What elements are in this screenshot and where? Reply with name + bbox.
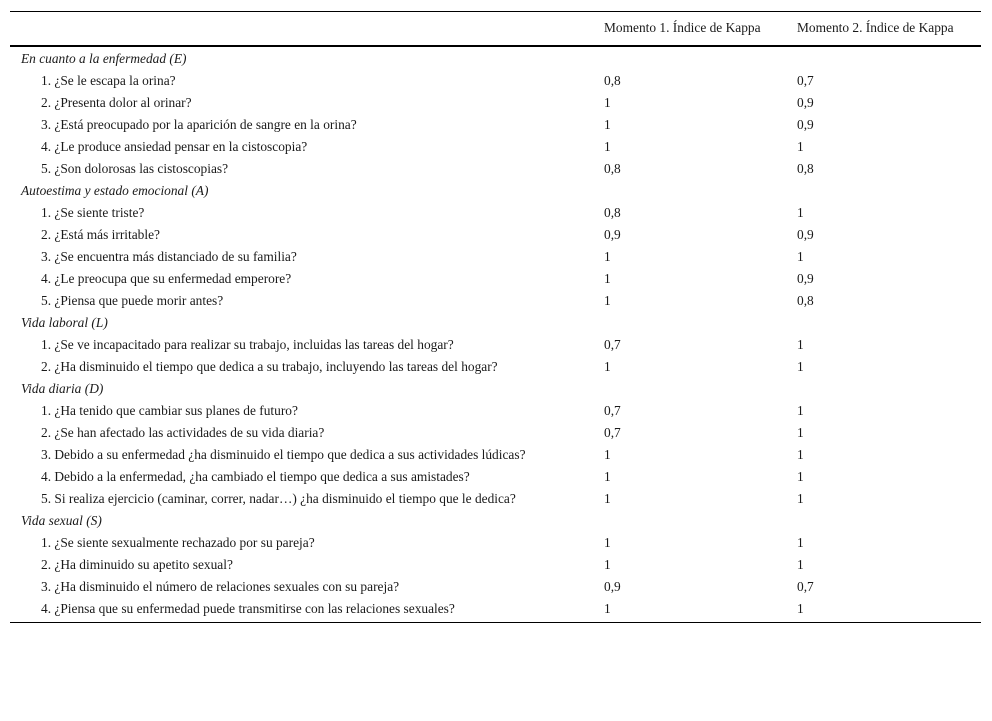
question-cell: 1. ¿Se siente triste? [41, 205, 145, 220]
momento-1-value: 1 [604, 249, 611, 264]
table-row [10, 246, 981, 268]
table-row [10, 576, 981, 598]
question-cell: 5. ¿Son dolorosas las cistoscopias? [41, 161, 229, 176]
momento-1-value: 0,7 [604, 337, 621, 352]
momento-1-value: 1 [604, 447, 611, 462]
momento-1-value: 1 [604, 271, 611, 286]
table-row [10, 488, 981, 510]
table-row [10, 290, 981, 312]
table-row [10, 466, 981, 488]
momento-2-value: 0,9 [797, 271, 814, 286]
momento-2-value: 1 [797, 403, 804, 418]
table-row [10, 554, 981, 576]
section-row [10, 312, 981, 334]
table-row [10, 136, 981, 158]
momento-1-value: 1 [604, 359, 611, 374]
question-cell: 1. ¿Se siente sexualmente rechazado por su pareja? [41, 535, 315, 550]
section-title: Vida laboral (L) [21, 315, 108, 330]
momento-1-value: 1 [604, 293, 611, 308]
momento-2-value: 0,8 [797, 293, 814, 308]
table-header [10, 12, 981, 47]
momento-1-value: 0,8 [604, 205, 621, 220]
question-cell: 4. ¿Piensa que su enfermedad puede transmitirse con las relaciones sexuales? [10, 598, 593, 623]
momento-2-value: 1 [786, 598, 981, 623]
momento-2-value: 1 [797, 469, 804, 484]
momento-1-value: 1 [604, 469, 611, 484]
momento-2-value: 0,9 [797, 95, 814, 110]
momento-2-value: 1 [797, 337, 804, 352]
momento-2-value: 1 [797, 491, 804, 506]
table-body [10, 46, 981, 623]
table-row [10, 422, 981, 444]
question-cell: 2. ¿Ha disminuido el tiempo que dedica a su trabajo, incluyendo las tareas del hogar? [41, 359, 498, 374]
momento-1-value: 1 [593, 598, 786, 623]
momento-1-value: 1 [604, 95, 611, 110]
momento-1-value: 0,9 [604, 227, 621, 242]
question-cell: 2. ¿Ha diminuido su apetito sexual? [41, 557, 233, 572]
section-row [10, 180, 981, 202]
question-cell: 3. ¿Ha disminuido el número de relaciones sexuales con su pareja? [41, 579, 400, 594]
table-row [10, 334, 981, 356]
question-cell: 1. ¿Ha tenido que cambiar sus planes de futuro? [41, 403, 298, 418]
question-cell: 5. ¿Piensa que puede morir antes? [41, 293, 224, 308]
table-row [10, 70, 981, 92]
question-cell: 1. ¿Se le escapa la orina? [41, 73, 176, 88]
momento-2-value: 0,8 [797, 161, 814, 176]
momento-1-value: 1 [604, 117, 611, 132]
momento-2-value: 0,9 [797, 227, 814, 242]
section-row [10, 46, 981, 70]
table-row [10, 444, 981, 466]
momento-1-value: 1 [604, 491, 611, 506]
momento-1-value: 0,7 [604, 403, 621, 418]
table-row [10, 400, 981, 422]
momento-2-value: 0,9 [797, 117, 814, 132]
table-row [10, 114, 981, 136]
momento-1-value: 0,8 [604, 161, 621, 176]
question-cell: 5. Si realiza ejercicio (caminar, correr, nadar…) ¿ha disminuido el tiempo que le dedica? [41, 491, 516, 506]
question-cell: 3. Debido a su enfermedad ¿ha disminuido el tiempo que dedica a sus actividades lúdicas? [41, 447, 526, 462]
section-title: Autoestima y estado emocional (A) [21, 183, 209, 198]
kappa-table [10, 11, 981, 623]
question-cell: 2. ¿Se han afectado las actividades de su vida diaria? [41, 425, 325, 440]
table-row [10, 202, 981, 224]
momento-1-value: 0,9 [604, 579, 621, 594]
header-question [10, 12, 593, 47]
momento-2-value: 1 [797, 359, 804, 374]
momento-1-value: 1 [604, 557, 611, 572]
momento-2-value: 1 [797, 425, 804, 440]
momento-2-value: 1 [797, 447, 804, 462]
table-row [10, 224, 981, 246]
momento-1-value: 1 [604, 535, 611, 550]
table-row [10, 92, 981, 114]
section-title: Vida diaria (D) [21, 381, 104, 396]
momento-2-value: 1 [797, 139, 804, 154]
momento-2-value: 1 [797, 205, 804, 220]
momento-1-value: 0,7 [604, 425, 621, 440]
table-row [10, 158, 981, 180]
section-title: En cuanto a la enfermedad (E) [21, 51, 187, 66]
question-cell: 4. ¿Le preocupa que su enfermedad emperore? [41, 271, 292, 286]
question-cell: 4. Debido a la enfermedad, ¿ha cambiado el tiempo que dedica a sus amistades? [41, 469, 470, 484]
question-cell: 3. ¿Está preocupado por la aparición de sangre en la orina? [41, 117, 357, 132]
momento-2-value: 0,7 [797, 579, 814, 594]
momento-1-value: 0,8 [604, 73, 621, 88]
momento-1-value: 1 [604, 139, 611, 154]
section-row [10, 378, 981, 400]
kappa-table-container [10, 11, 981, 623]
question-cell: 3. ¿Se encuentra más distanciado de su familia? [41, 249, 297, 264]
question-cell: 2. ¿Está más irritable? [41, 227, 160, 242]
header-row [10, 12, 981, 47]
momento-2-value: 1 [797, 557, 804, 572]
table-row [10, 356, 981, 378]
question-cell: 1. ¿Se ve incapacitado para realizar su trabajo, incluidas las tareas del hogar? [41, 337, 454, 352]
header-momento-1: Momento 1. Índice de Kappa [593, 12, 786, 47]
table-row [10, 268, 981, 290]
section-row [10, 510, 981, 532]
header-momento-2: Momento 2. Índice de Kappa [786, 12, 981, 47]
question-cell: 4. ¿Le produce ansiedad pensar en la cistoscopia? [41, 139, 308, 154]
question-cell: 2. ¿Presenta dolor al orinar? [41, 95, 192, 110]
table-row [10, 598, 981, 623]
momento-2-value: 1 [797, 535, 804, 550]
momento-2-value: 0,7 [797, 73, 814, 88]
momento-2-value: 1 [797, 249, 804, 264]
section-title: Vida sexual (S) [21, 513, 102, 528]
table-row [10, 532, 981, 554]
